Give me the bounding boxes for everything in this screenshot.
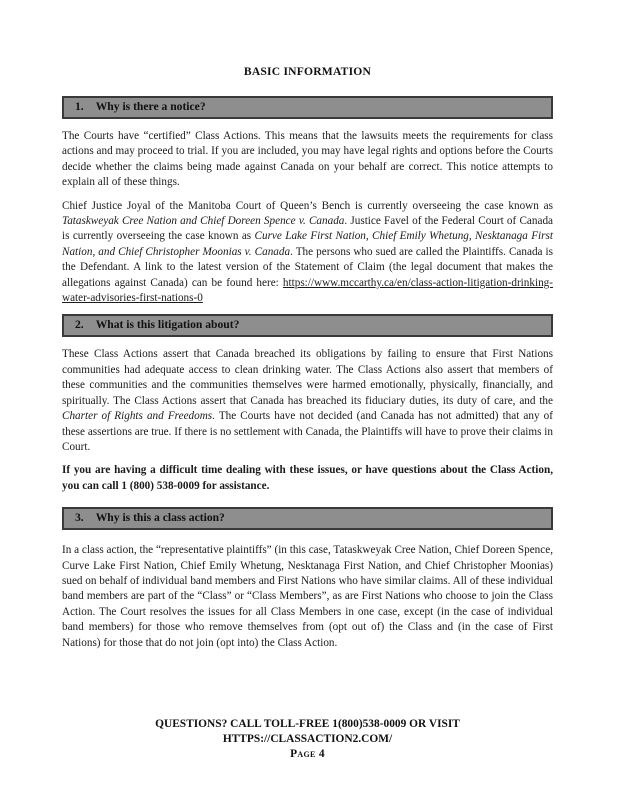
paragraph-cases-overview [62,199,553,307]
text-run: Charter of Rights and Freedoms [62,410,213,423]
text-run: These Class Actions assert that Canada breached its obligations by failing to ensure that First Nations communities had adequate access to clean drinking water. The Class Actions also assert that members of these communities and the communities themselves were harmed emotionally, physically, financially, and spiritually. The Class Actions assert that Canada has breached its fiduciary duties, its duty of care, and the [62,348,553,407]
text-run: Chief Justice Joyal of the Manitoba Court of Queen’s Bench is currently overseeing the case known as [62,199,553,212]
paragraph-assistance-note [62,463,553,494]
text-run: If you are having a difficult time dealing with these issues, or have questions about the Class Action, you can call 1 (800) 538-0009 for assistance. [62,464,553,492]
section-number: 3. [75,511,84,525]
paragraph-class-action-explainer [62,543,553,651]
text-run: The Courts have “certified” Class Actions. This means that the lawsuits meets the requirements for class actions and may proceed to trial. If you are included, you may have legal rights and options before the Courts decide whether the claims being made against Canada on your behalf are correct. This notice attempts to explain all of these things. [62,130,553,189]
section-number: 2. [75,318,84,332]
document-body [62,64,553,659]
section-heading-why-notice [62,96,553,119]
page-title: BASIC INFORMATION [243,65,372,78]
text-run: In a class action, the “representative plaintiffs” (in this case, Tataskweyak Cree Nation, Chief Doreen Spence, Curve Lake First Nation, Chief Emily Whetung, Nesktanaga First Nation, and Chief Christopher Moonias) sued on behalf of individual band members and First Nations who have similar claims. All of these individual band members are part of the “Class” or “Class Members”, as are First Nations who choose to join the Class Action. The Court resolves the issues for all Class Members in one case, except (in the case of individual band members) for those who remove themselves from (opt out of) the Class and (in the case of First Nations) for those that do not join (opt into) the Class Action. [62,544,553,649]
section-label: Why is there a notice? [95,100,206,113]
paragraph-litigation-about [62,347,553,455]
section-number: 1. [75,100,84,113]
statement-of-claim-link[interactable]: https://www.mccarthy.ca/en/class-action-litigation-drinking-water-advisories-first-nations-0 [62,276,553,305]
footer-questions-line: QUESTIONS? CALL TOLL-FREE 1(800)538-0009 OR VISIT [155,718,460,730]
text-run: Curve Lake First Nation, Chief Emily Whetung, Nesktanaga First Nation, and Chief Christopher Moonias v. Canada [62,230,553,258]
paragraph-why-notice [62,129,553,191]
section-heading-litigation-about [62,314,553,337]
text-run: Tataskweyak Cree Nation and Chief Doreen Spence v. Canada [62,215,345,228]
section-heading-class-action [62,507,553,530]
text-run: . The Courts have not decided (and Canada has not admitted) that any of these assertions are true. If there is no settlement with Canada, the Plaintiffs will have to prove their claims in Court. [62,410,553,453]
footer-page-number: Page 4 [290,748,325,760]
page-footer [62,717,553,762]
section-label: Why is this a class action? [95,511,225,525]
section-label: What is this litigation about? [95,318,240,332]
text-run: . The persons who sued are called the Plaintiffs. Canada is the Defendant. A link to the latest version of the Statement of Claim (the legal document that makes the allegations against Canada) can be found here: [62,245,554,289]
footer-website-line: HTTPS://CLASSACTION2.COM/ [222,733,393,745]
text-run: . Justice Favel of the Federal Court of Canada is currently overseeing the case known as [62,215,554,243]
